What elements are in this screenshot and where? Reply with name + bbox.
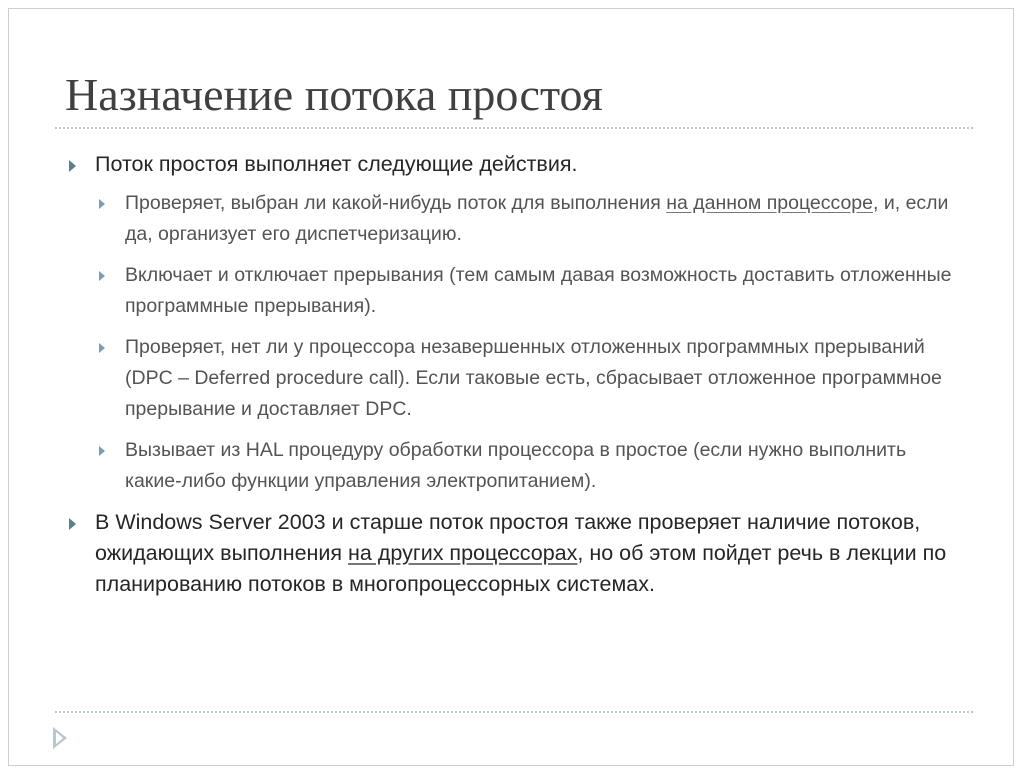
bullet-item: [65, 149, 965, 180]
triangle-bullet-icon: [69, 160, 76, 172]
bullet-item: [65, 507, 965, 600]
slide-content: [65, 149, 965, 608]
sub-bullet-text-start: Проверяет, выбран ли какой-нибудь поток для выполнения: [125, 192, 667, 214]
bullet-text-start: В Windows Server 2003 и старше поток простоя также проверяет наличие потоков, ожидающих выполнения: [95, 510, 921, 565]
slide: [8, 8, 1014, 766]
triangle-bullet-icon: [99, 199, 105, 209]
sub-bullet-item: [95, 435, 965, 497]
triangle-bullet-icon: [99, 343, 105, 353]
footer-divider: [55, 711, 973, 713]
triangle-bullet-icon: [69, 518, 76, 530]
sub-bullet-text: Вызывает из HAL процедуру обработки процессора в простое (если нужно выполнить какие-либо функции управления электропитанием).: [125, 439, 907, 492]
sub-bullet-text-end: , и, если да, организует его диспетчеризацию.: [125, 192, 949, 245]
bullet-text: Поток простоя выполняет следующие действия.: [95, 152, 578, 176]
sub-bullet-item: [95, 260, 965, 322]
sub-bullet-item: [95, 188, 965, 250]
triangle-bullet-icon: [99, 446, 105, 456]
bullet-text-end: , но об этом пойдет речь в лекции по планированию потоков в многопроцессорных системах.: [95, 541, 947, 596]
triangle-bullet-icon: [99, 271, 105, 281]
title-divider: [55, 127, 973, 129]
sub-bullet-item: [95, 332, 965, 425]
processor-link[interactable]: на данном процессоре: [666, 192, 873, 214]
slide-title: Назначение потока простоя: [65, 69, 603, 120]
triangle-nav-icon[interactable]: [53, 727, 67, 749]
sub-bullet-text: Включает и отключает прерывания (тем самым давая возможность доставить отложенные программные прерывания).: [125, 264, 952, 317]
sub-bullet-text: Проверяет, нет ли у процессора незавершенных отложенных программных прерываний (DPC – Deferred procedure call). Если таковые есть, сбрасывает отложенное программное прерывание и доставляет DPC.: [125, 336, 942, 420]
other-processors-link[interactable]: на других процессорах: [348, 541, 578, 565]
